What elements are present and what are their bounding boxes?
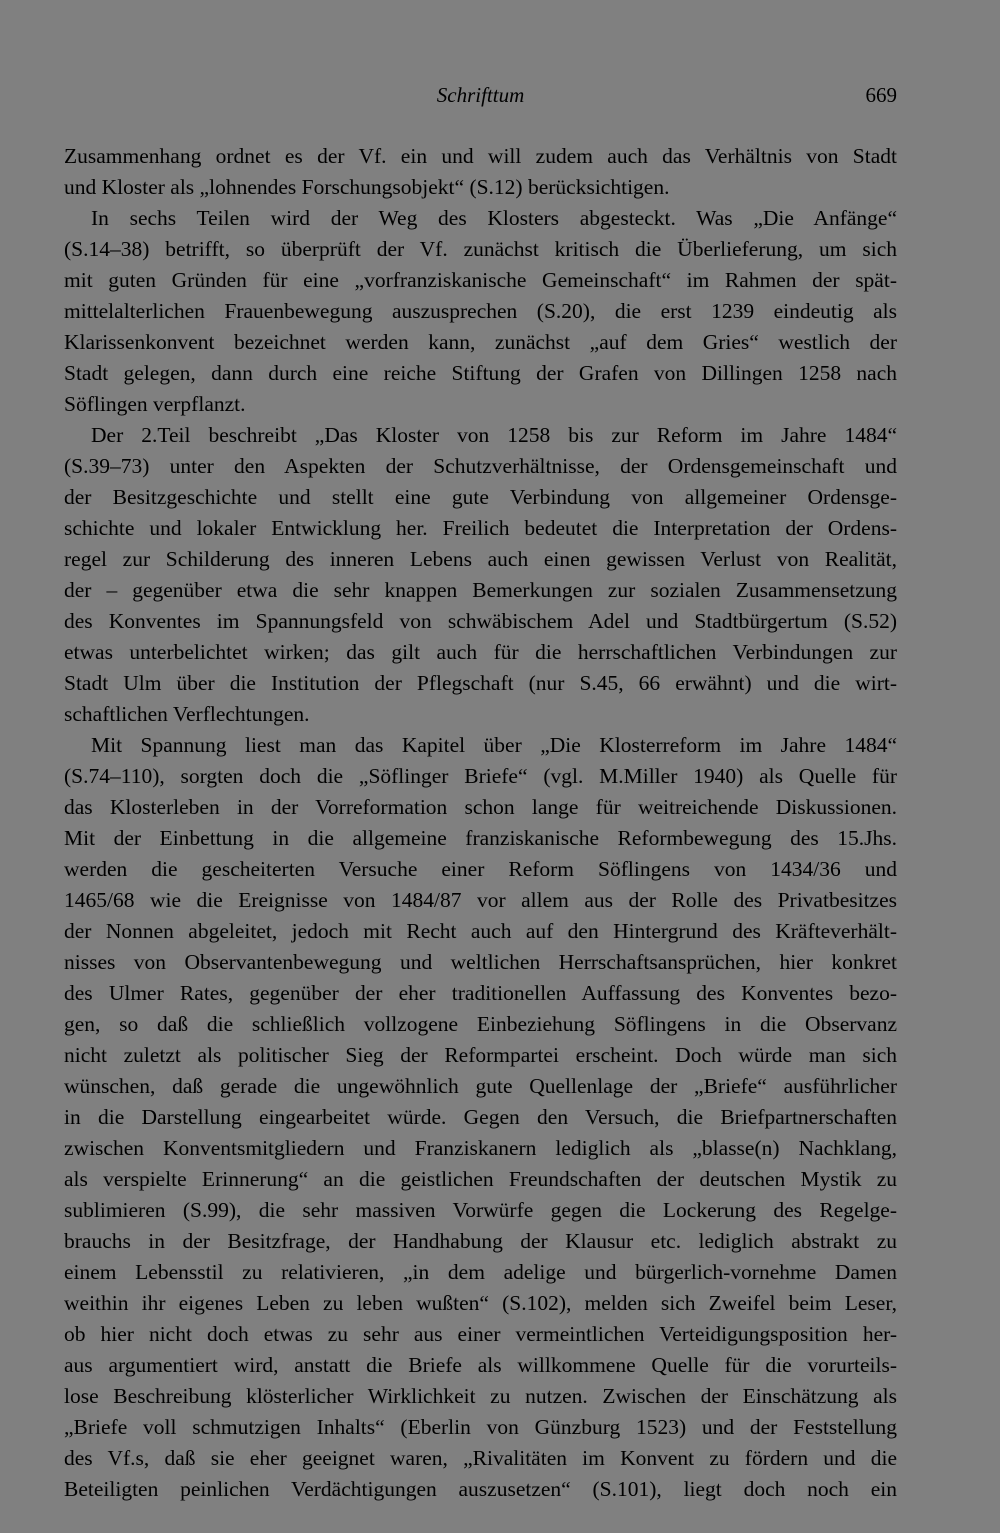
text-line: in die Darstellung eingearbeitet würde. Gegen den Versuch, die Briefpartnerschaften [64, 1105, 897, 1129]
text-line: (S.74–110), sorgten doch die „Söflinger Briefe“ (vgl. M.Miller 1940) als Quelle für [64, 764, 897, 788]
text-line: nisses von Observantenbewegung und weltlichen Herrschaftsansprüchen, hier konkret [64, 950, 897, 974]
text-line: ob hier nicht doch etwas zu sehr aus einer vermeintlichen Verteidigungsposition her- [64, 1322, 897, 1346]
text-line: des Ulmer Rates, gegenüber der eher traditionellen Auffassung des Konventes bezo- [64, 981, 897, 1005]
text-line: Stadt gelegen, dann durch eine reiche Stiftung der Grafen von Dillingen 1258 nach [64, 361, 897, 385]
text-line: Der 2.Teil beschreibt „Das Kloster von 1258 bis zur Reform im Jahre 1484“ [91, 423, 897, 447]
text-line: schichte und lokaler Entwicklung her. Freilich bedeutet die Interpretation der Ordens- [64, 516, 897, 540]
text-line: Zusammenhang ordnet es der Vf. ein und will zudem auch das Verhältnis von Stadt [64, 144, 897, 168]
text-line: weithin ihr eigenes Leben zu leben wußten“ (S.102), melden sich Zweifel beim Leser, [64, 1291, 897, 1315]
text-line: Beteiligten peinlichen Verdächtigungen auszusetzen“ (S.101), liegt doch noch ein [64, 1477, 897, 1501]
text-line: das Klosterleben in der Vorreformation schon lange für weitreichende Diskussionen. [64, 795, 897, 819]
text-line: aus argumentiert wird, anstatt die Briefe als willkommene Quelle für die vorurteils- [64, 1353, 897, 1377]
text-line: brauchs in der Besitzfrage, der Handhabung der Klausur etc. lediglich abstrakt zu [64, 1229, 897, 1253]
text-line: der – gegenüber etwa die sehr knappen Bemerkungen zur sozialen Zusammensetzung [64, 578, 897, 602]
text-line: mit guten Gründen für eine „vorfranziskanische Gemeinschaft“ im Rahmen der spät- [64, 268, 897, 292]
text-line: des Konventes im Spannungsfeld von schwäbischem Adel und Stadtbürgertum (S.52) [64, 609, 897, 633]
text-line: schaftlichen Verflechtungen. [64, 702, 310, 726]
text-line: sublimieren (S.99), die sehr massiven Vorwürfe gegen die Lockerung des Regelge- [64, 1198, 897, 1222]
text-line: regel zur Schilderung des inneren Lebens auch einen gewissen Verlust von Realität, [64, 547, 897, 571]
text-line: gen, so daß die schließlich vollzogene Einbeziehung Söflingens in die Observanz [64, 1012, 897, 1036]
text-line: 1465/68 wie die Ereignisse von 1484/87 vor allem aus der Rolle des Privatbesitzes [64, 888, 897, 912]
text-line: und Kloster als „lohnendes Forschungsobjekt“ (S.12) berücksichtigen. [64, 175, 670, 199]
text-line: (S.14–38) betrifft, so überprüft der Vf. zunächst kritisch die Überlieferung, um sich [64, 237, 897, 261]
text-line: als verspielte Erinnerung“ an die geistlichen Freundschaften der deutschen Mystik zu [64, 1167, 897, 1191]
text-line: des Vf.s, daß sie eher geeignet waren, „Rivalitäten im Konvent zu fördern und die [64, 1446, 897, 1470]
text-line: lose Beschreibung klösterlicher Wirklichkeit zu nutzen. Zwischen der Einschätzung als [64, 1384, 897, 1408]
text-line: etwas unterbelichtet wirken; das gilt auch für die herrschaftlichen Verbindungen zur [64, 640, 897, 664]
text-line: nicht zuletzt als politischer Sieg der Reformpartei erscheint. Doch würde man sich [64, 1043, 897, 1067]
text-line: mittelalterlichen Frauenbewegung auszusprechen (S.20), die erst 1239 eindeutig als [64, 299, 897, 323]
page-number: 669 [865, 83, 897, 107]
text-line: „Briefe voll schmutzigen Inhalts“ (Eberlin von Günzburg 1523) und der Feststellung [64, 1415, 897, 1439]
text-line: Klarissenkonvent bezeichnet werden kann, zunächst „auf dem Gries“ westlich der [64, 330, 897, 354]
page-header [64, 80, 897, 112]
text-line: zwischen Konventsmitgliedern und Franziskanern lediglich als „blasse(n) Nachklang, [64, 1136, 897, 1160]
text-line: werden die gescheiterten Versuche einer Reform Söflingens von 1434/36 und [64, 857, 897, 881]
text-line: Söflingen verpflanzt. [64, 392, 246, 416]
text-line: einem Lebensstil zu relativieren, „in dem adelige und bürgerlich-vornehme Damen [64, 1260, 897, 1284]
body-text [64, 141, 897, 1505]
text-line: Mit Spannung liest man das Kapitel über „Die Klosterreform im Jahre 1484“ [91, 733, 897, 757]
text-line: der Nonnen abgeleitet, jedoch mit Recht auch auf den Hintergrund des Kräfteverhält- [64, 919, 897, 943]
text-line: wünschen, daß gerade die ungewöhnlich gute Quellenlage der „Briefe“ ausführlicher [64, 1074, 897, 1098]
text-line: In sechs Teilen wird der Weg des Klosters abgesteckt. Was „Die Anfänge“ [91, 206, 897, 230]
text-line: Mit der Einbettung in die allgemeine franziskanische Reformbewegung des 15.Jhs. [64, 826, 897, 850]
text-line: Stadt Ulm über die Institution der Pflegschaft (nur S.45, 66 erwähnt) und die wirt- [64, 671, 897, 695]
text-line: der Besitzgeschichte und stellt eine gute Verbindung von allgemeiner Ordensge- [64, 485, 897, 509]
text-line: (S.39–73) unter den Aspekten der Schutzverhältnisse, der Ordensgemeinschaft und [64, 454, 897, 478]
running-title: Schrifttum [436, 83, 525, 107]
